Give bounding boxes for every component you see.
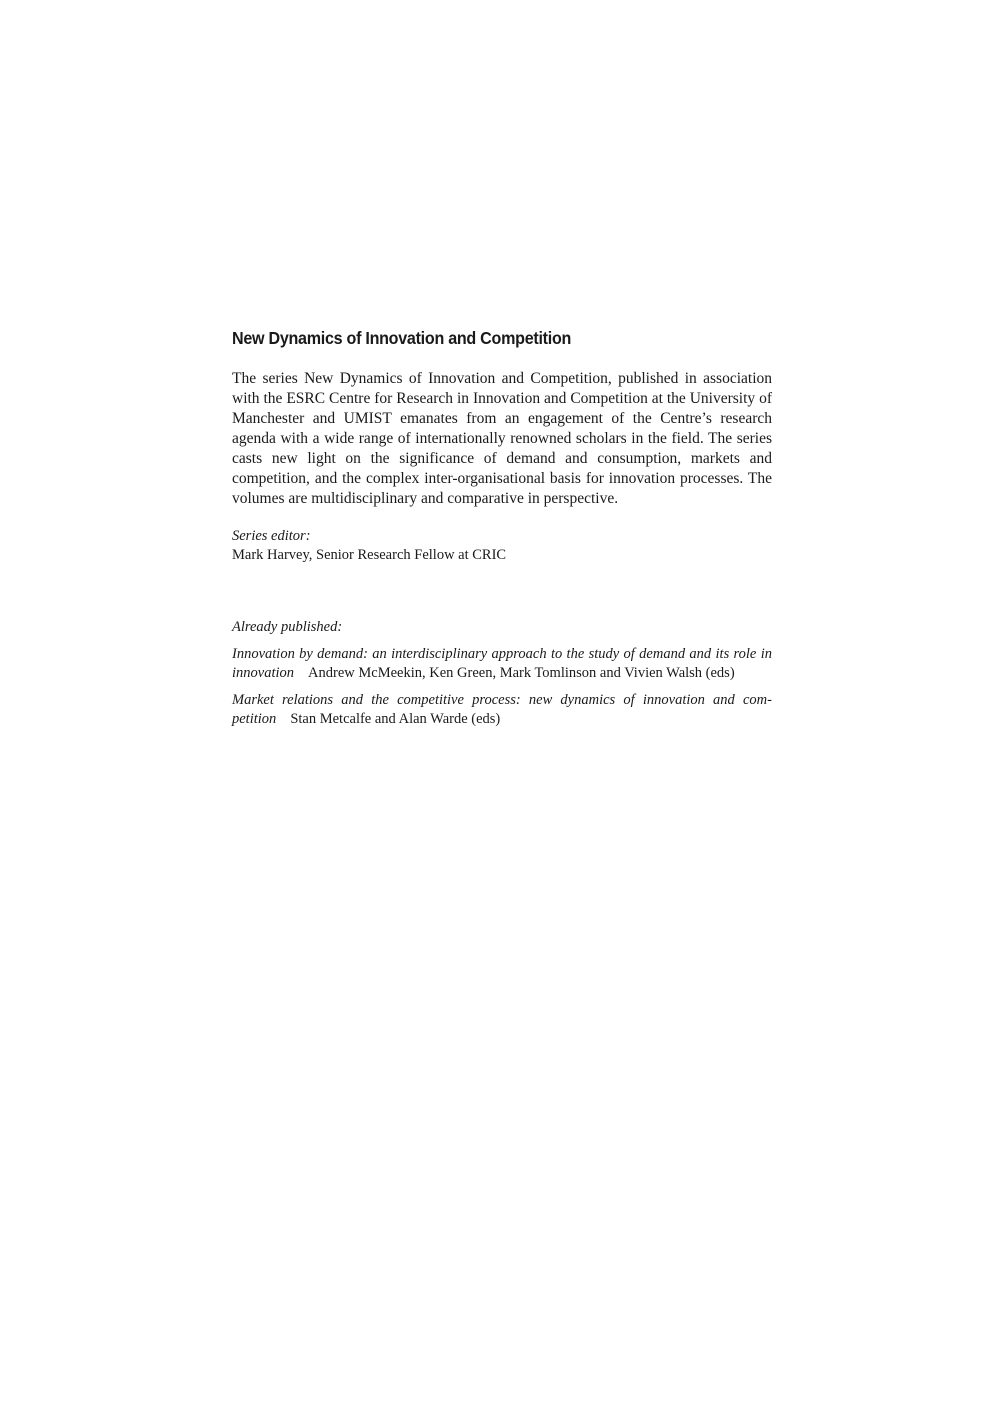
series-title: New Dynamics of Innovation and Competition [232,328,572,348]
book-title: Innovation by demand: an interdisciplinary approach to the study of demand and its role in innovation [232,646,772,681]
book-title: Market relations and the competitive process: new dynamics of innovation and competition [232,692,772,727]
already-published-label: Already published: [232,619,343,635]
published-book-item [232,645,772,683]
published-book-item [232,691,772,729]
series-editor-block [232,527,772,565]
series-editor-label: Series editor: [232,528,311,544]
book-editors: Stan Metcalfe and Alan Warde (eds) [290,711,501,727]
series-page [232,326,772,737]
book-editors: Andrew McMeekin, Ken Green, Mark Tomlinson and Vivien Walsh (eds) [308,665,735,681]
already-published-block [232,618,772,729]
series-description: The series New Dynamics of Innovation and Competition, published in association with the ESRC Centre for Research in Innovation and Competition at the University of Manchester and UMIST emanates from an engagement of the Centre’s research agenda with a wide range of internationally renowned scholars in the field. The series casts new light on the significance of demand and consumption, markets and competition, and the complex inter-organisational basis for innovation processes. The volumes are multidisciplinary and comparative in perspective. [232,370,772,507]
series-editor-name: Mark Harvey, Senior Research Fellow at CRIC [232,547,507,563]
